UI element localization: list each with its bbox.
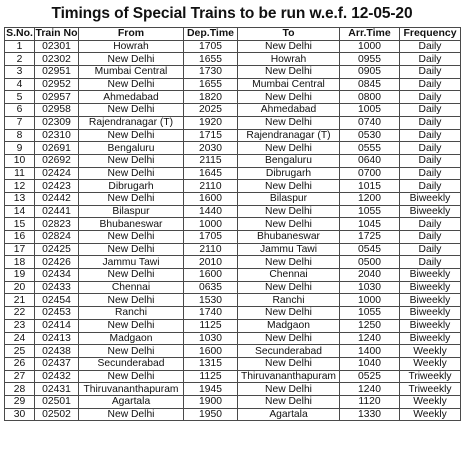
cell-dep-time: 1530: [184, 294, 238, 307]
cell-arr-time: 1000: [340, 294, 400, 307]
cell-to: New Delhi: [238, 357, 340, 370]
column-header-to: To: [238, 28, 340, 41]
cell-train-no: 02952: [35, 78, 79, 91]
cell-frequency: Weekly: [400, 408, 461, 421]
cell-dep-time: 1715: [184, 129, 238, 142]
table-row: [5, 269, 461, 282]
column-header-dep-time: Dep.Time: [184, 28, 238, 41]
table-row: [5, 256, 461, 269]
cell-from: New Delhi: [79, 319, 184, 332]
cell-arr-time: 0545: [340, 243, 400, 256]
cell-arr-time: 0525: [340, 370, 400, 383]
cell-from: New Delhi: [79, 154, 184, 167]
cell-arr-time: 1005: [340, 104, 400, 117]
cell-arr-time: 1725: [340, 231, 400, 244]
cell-arr-time: 1045: [340, 218, 400, 231]
table-row: [5, 53, 461, 66]
table-row: [5, 357, 461, 370]
cell-frequency: Daily: [400, 40, 461, 53]
table-row: [5, 332, 461, 345]
cell-train-no: 02454: [35, 294, 79, 307]
cell-to: New Delhi: [238, 180, 340, 193]
cell-to: New Delhi: [238, 256, 340, 269]
cell-sno: 27: [5, 370, 35, 383]
cell-sno: 4: [5, 78, 35, 91]
cell-dep-time: 2110: [184, 243, 238, 256]
cell-sno: 2: [5, 53, 35, 66]
cell-from: New Delhi: [79, 192, 184, 205]
cell-to: Ahmedabad: [238, 104, 340, 117]
cell-from: New Delhi: [79, 78, 184, 91]
table-row: [5, 408, 461, 421]
table-row: [5, 180, 461, 193]
cell-dep-time: 1705: [184, 231, 238, 244]
cell-to: New Delhi: [238, 383, 340, 396]
cell-from: New Delhi: [79, 294, 184, 307]
cell-from: New Delhi: [79, 53, 184, 66]
cell-frequency: Daily: [400, 91, 461, 104]
cell-to: New Delhi: [238, 66, 340, 79]
cell-dep-time: 1125: [184, 370, 238, 383]
cell-dep-time: 1950: [184, 408, 238, 421]
cell-frequency: Weekly: [400, 395, 461, 408]
cell-frequency: Daily: [400, 218, 461, 231]
table-row: [5, 294, 461, 307]
cell-dep-time: 1440: [184, 205, 238, 218]
table-row: [5, 66, 461, 79]
table-row: [5, 281, 461, 294]
table-row: [5, 91, 461, 104]
table-row: [5, 319, 461, 332]
cell-train-no: 02441: [35, 205, 79, 218]
cell-arr-time: 0740: [340, 116, 400, 129]
cell-dep-time: 1125: [184, 319, 238, 332]
cell-from: New Delhi: [79, 231, 184, 244]
cell-dep-time: 2025: [184, 104, 238, 117]
cell-to: Bengaluru: [238, 154, 340, 167]
cell-train-no: 02442: [35, 192, 79, 205]
cell-train-no: 02957: [35, 91, 79, 104]
cell-sno: 17: [5, 243, 35, 256]
cell-arr-time: 0800: [340, 91, 400, 104]
cell-from: Ahmedabad: [79, 91, 184, 104]
cell-dep-time: 0635: [184, 281, 238, 294]
cell-from: New Delhi: [79, 104, 184, 117]
table-row: [5, 40, 461, 53]
cell-to: Rajendranagar (T): [238, 129, 340, 142]
cell-arr-time: 2040: [340, 269, 400, 282]
cell-sno: 6: [5, 104, 35, 117]
cell-sno: 18: [5, 256, 35, 269]
cell-arr-time: 1330: [340, 408, 400, 421]
cell-from: New Delhi: [79, 269, 184, 282]
cell-from: Jammu Tawi: [79, 256, 184, 269]
cell-train-no: 02309: [35, 116, 79, 129]
cell-train-no: 02432: [35, 370, 79, 383]
cell-train-no: 02437: [35, 357, 79, 370]
cell-sno: 7: [5, 116, 35, 129]
cell-arr-time: 0530: [340, 129, 400, 142]
cell-to: Mumbai Central: [238, 78, 340, 91]
cell-arr-time: 1000: [340, 40, 400, 53]
train-timings-table: [4, 27, 461, 421]
cell-to: New Delhi: [238, 205, 340, 218]
cell-train-no: 02824: [35, 231, 79, 244]
cell-from: Ranchi: [79, 307, 184, 320]
table-row: [5, 345, 461, 358]
cell-arr-time: 0555: [340, 142, 400, 155]
cell-sno: 23: [5, 319, 35, 332]
cell-frequency: Biweekly: [400, 319, 461, 332]
cell-arr-time: 1120: [340, 395, 400, 408]
cell-sno: 26: [5, 357, 35, 370]
cell-to: Chennai: [238, 269, 340, 282]
cell-frequency: Biweekly: [400, 307, 461, 320]
table-row: [5, 383, 461, 396]
cell-sno: 3: [5, 66, 35, 79]
cell-to: New Delhi: [238, 142, 340, 155]
cell-sno: 9: [5, 142, 35, 155]
cell-frequency: Daily: [400, 104, 461, 117]
cell-frequency: Daily: [400, 78, 461, 91]
table-row: [5, 104, 461, 117]
column-header-train-no: Train No: [35, 27, 78, 40]
column-header-from: From: [79, 28, 184, 41]
cell-arr-time: 0955: [340, 53, 400, 66]
table-row: [5, 231, 461, 244]
cell-dep-time: 1730: [184, 66, 238, 79]
cell-train-no: 02958: [35, 104, 79, 117]
cell-sno: 5: [5, 91, 35, 104]
cell-train-no: 02423: [35, 180, 79, 193]
table-body: [5, 40, 461, 421]
cell-to: Dibrugarh: [238, 167, 340, 180]
cell-arr-time: 1400: [340, 345, 400, 358]
cell-train-no: 02951: [35, 66, 79, 79]
column-header-frequency: Frequency: [400, 28, 461, 41]
cell-dep-time: 1030: [184, 332, 238, 345]
cell-to: New Delhi: [238, 218, 340, 231]
cell-arr-time: 1055: [340, 307, 400, 320]
cell-to: Agartala: [238, 408, 340, 421]
cell-dep-time: 2010: [184, 256, 238, 269]
cell-arr-time: 0845: [340, 78, 400, 91]
cell-arr-time: 0500: [340, 256, 400, 269]
cell-train-no: 02310: [35, 129, 79, 142]
cell-from: Rajendranagar (T): [79, 116, 184, 129]
cell-train-no: 02692: [35, 154, 79, 167]
cell-dep-time: 1315: [184, 357, 238, 370]
cell-frequency: Biweekly: [400, 192, 461, 205]
cell-dep-time: 1600: [184, 345, 238, 358]
cell-from: New Delhi: [79, 167, 184, 180]
cell-sno: 11: [5, 167, 35, 180]
table-row: [5, 192, 461, 205]
cell-train-no: 02438: [35, 345, 79, 358]
cell-dep-time: 1740: [184, 307, 238, 320]
cell-sno: 19: [5, 269, 35, 282]
cell-train-no: 02433: [35, 281, 79, 294]
cell-dep-time: 2115: [184, 154, 238, 167]
cell-to: New Delhi: [238, 116, 340, 129]
cell-from: Thiruvananthapuram: [79, 383, 184, 396]
cell-sno: 14: [5, 205, 35, 218]
cell-from: Bilaspur: [79, 205, 184, 218]
cell-dep-time: 1645: [184, 167, 238, 180]
cell-sno: 10: [5, 154, 35, 167]
cell-dep-time: 1600: [184, 192, 238, 205]
cell-sno: 30: [5, 408, 35, 421]
cell-to: Bhubaneswar: [238, 231, 340, 244]
cell-sno: 15: [5, 218, 35, 231]
cell-to: Thiruvananthapuram: [238, 370, 340, 383]
cell-to: New Delhi: [238, 91, 340, 104]
cell-frequency: Biweekly: [400, 269, 461, 282]
table-row: [5, 167, 461, 180]
cell-train-no: 02823: [35, 218, 79, 231]
column-header-arr-time: Arr.Time: [340, 28, 400, 41]
cell-from: Chennai: [79, 281, 184, 294]
table-row: [5, 370, 461, 383]
cell-from: Secunderabad: [79, 357, 184, 370]
cell-to: Howrah: [238, 53, 340, 66]
cell-frequency: Biweekly: [400, 281, 461, 294]
table-row: [5, 78, 461, 91]
cell-train-no: 02691: [35, 142, 79, 155]
cell-to: New Delhi: [238, 332, 340, 345]
cell-from: Madgaon: [79, 332, 184, 345]
cell-arr-time: 1015: [340, 180, 400, 193]
cell-to: Ranchi: [238, 294, 340, 307]
cell-frequency: Biweekly: [400, 294, 461, 307]
cell-dep-time: 1655: [184, 53, 238, 66]
table-row: [5, 154, 461, 167]
cell-frequency: Daily: [400, 53, 461, 66]
cell-arr-time: 1240: [340, 383, 400, 396]
cell-train-no: 02424: [35, 167, 79, 180]
cell-frequency: Weekly: [400, 345, 461, 358]
cell-frequency: Daily: [400, 180, 461, 193]
cell-dep-time: 1920: [184, 116, 238, 129]
cell-arr-time: 1030: [340, 281, 400, 294]
cell-to: Madgaon: [238, 319, 340, 332]
cell-sno: 20: [5, 281, 35, 294]
cell-dep-time: 1945: [184, 383, 238, 396]
cell-train-no: 02431: [35, 383, 79, 396]
cell-frequency: Triweekly: [400, 370, 461, 383]
cell-sno: 28: [5, 383, 35, 396]
cell-arr-time: 0640: [340, 154, 400, 167]
cell-sno: 13: [5, 192, 35, 205]
cell-train-no: 02302: [35, 53, 79, 66]
cell-dep-time: 1600: [184, 269, 238, 282]
cell-from: New Delhi: [79, 370, 184, 383]
cell-sno: 16: [5, 231, 35, 244]
cell-to: New Delhi: [238, 395, 340, 408]
table-row: [5, 243, 461, 256]
cell-from: Mumbai Central: [79, 66, 184, 79]
cell-arr-time: 1200: [340, 192, 400, 205]
cell-to: New Delhi: [238, 307, 340, 320]
table-row: [5, 116, 461, 129]
cell-sno: 29: [5, 395, 35, 408]
cell-to: Bilaspur: [238, 192, 340, 205]
cell-dep-time: 2030: [184, 142, 238, 155]
cell-frequency: Weekly: [400, 357, 461, 370]
cell-frequency: Daily: [400, 116, 461, 129]
cell-sno: 24: [5, 332, 35, 345]
cell-train-no: 02414: [35, 319, 79, 332]
cell-frequency: Daily: [400, 167, 461, 180]
cell-frequency: Biweekly: [400, 332, 461, 345]
cell-dep-time: 1705: [184, 40, 238, 53]
cell-frequency: Daily: [400, 256, 461, 269]
cell-from: Howrah: [79, 40, 184, 53]
table-header-row: [5, 28, 461, 41]
cell-to: New Delhi: [238, 281, 340, 294]
cell-train-no: 02502: [35, 408, 79, 421]
cell-to: New Delhi: [238, 40, 340, 53]
cell-train-no: 02413: [35, 332, 79, 345]
cell-sno: 25: [5, 345, 35, 358]
cell-sno: 12: [5, 180, 35, 193]
cell-frequency: Triweekly: [400, 383, 461, 396]
cell-train-no: 02453: [35, 307, 79, 320]
cell-arr-time: 0700: [340, 167, 400, 180]
cell-arr-time: 1240: [340, 332, 400, 345]
cell-frequency: Biweekly: [400, 205, 461, 218]
cell-from: New Delhi: [79, 345, 184, 358]
cell-arr-time: 1040: [340, 357, 400, 370]
cell-dep-time: 2110: [184, 180, 238, 193]
cell-train-no: 02434: [35, 269, 79, 282]
cell-sno: 22: [5, 307, 35, 320]
cell-frequency: Daily: [400, 231, 461, 244]
cell-frequency: Daily: [400, 154, 461, 167]
cell-from: Bhubaneswar: [79, 218, 184, 231]
cell-train-no: 02426: [35, 256, 79, 269]
cell-from: Agartala: [79, 395, 184, 408]
cell-arr-time: 1250: [340, 319, 400, 332]
table-row: [5, 307, 461, 320]
cell-from: New Delhi: [79, 408, 184, 421]
cell-from: New Delhi: [79, 129, 184, 142]
cell-dep-time: 1655: [184, 78, 238, 91]
document-title: Timings of Special Trains to be run w.e.f. 12-05-20: [51, 5, 413, 22]
cell-dep-time: 1900: [184, 395, 238, 408]
cell-frequency: Daily: [400, 66, 461, 79]
cell-frequency: Daily: [400, 142, 461, 155]
table-row: [5, 205, 461, 218]
cell-sno: 21: [5, 294, 35, 307]
cell-train-no: 02301: [35, 40, 79, 53]
cell-arr-time: 1055: [340, 205, 400, 218]
table-row: [5, 218, 461, 231]
cell-from: Dibrugarh: [79, 180, 184, 193]
cell-train-no: 02425: [35, 243, 79, 256]
table-row: [5, 129, 461, 142]
cell-train-no: 02501: [35, 395, 79, 408]
table-row: [5, 142, 461, 155]
column-header-sno: S.No.: [6, 27, 33, 40]
cell-arr-time: 0905: [340, 66, 400, 79]
cell-from: New Delhi: [79, 243, 184, 256]
cell-to: Jammu Tawi: [238, 243, 340, 256]
cell-from: Bengaluru: [79, 142, 184, 155]
cell-dep-time: 1820: [184, 91, 238, 104]
cell-dep-time: 1000: [184, 218, 238, 231]
table-row: [5, 395, 461, 408]
cell-sno: 8: [5, 129, 35, 142]
cell-frequency: Daily: [400, 243, 461, 256]
cell-frequency: Daily: [400, 129, 461, 142]
cell-to: Secunderabad: [238, 345, 340, 358]
cell-sno: 1: [5, 40, 35, 53]
